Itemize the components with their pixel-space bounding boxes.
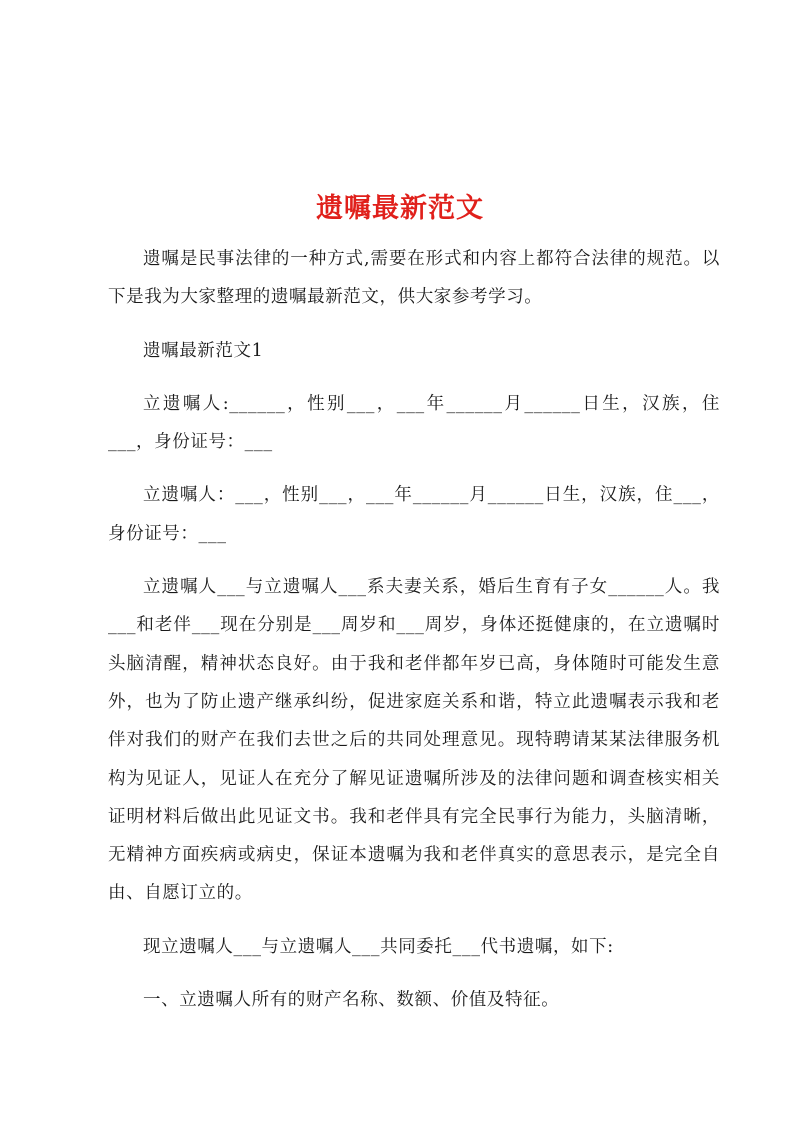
document-body (108, 240, 720, 1034)
section-heading: 遗嘱最新范文1 (143, 340, 264, 361)
item-one-paragraph: 一、立遗嘱人所有的财产名称、数额、价值及特征。 (143, 990, 560, 1011)
relationship-paragraph: 立遗嘱人___与立遗嘱人___系夫妻关系，婚后生育有子女______人。我___和老伴___现在分别是___周岁和___周岁，身体还挺健康的，在立遗嘱时头脑清醒，精神状态良好。由于我和老伴都年岁已高，身体随时可能发生意外，也为了防止遗产继承纠纷，促进家庭关系和谐，特立此遗嘱表示我和老伴对我们的财产在我们去世之后的共同处理意见。现特聘请某某法律服务机构为见证人，见证人在充分了解见证遗嘱所涉及的法律问题和调查核实相关证明材料后做出此见证文书。我和老伴具有完全民事行为能力，头脑清晰，无精神方面疾病或病史，保证本遗嘱为我和老伴真实的意思表示，是完全自由、自愿订立的。 (108, 577, 720, 904)
intro-paragraph: 遗嘱是民事法律的一种方式,需要在形式和内容上都符合法律的规范。以下是我为大家整理的遗嘱最新范文，供大家参考学习。 (108, 249, 720, 308)
document-title: 遗嘱最新范文 (316, 193, 484, 225)
testator-info-2: 立遗嘱人：___，性别___，___年______月______日生，汉族，住___，身份证号：___ (108, 485, 720, 544)
testator-info-1: 立遗嘱人:______，性别___，___年______月______日生，汉族，住___，身份证号：___ (108, 393, 720, 453)
commission-paragraph: 现立遗嘱人___与立遗嘱人___共同委托___代书遗嘱，如下: (143, 936, 614, 957)
